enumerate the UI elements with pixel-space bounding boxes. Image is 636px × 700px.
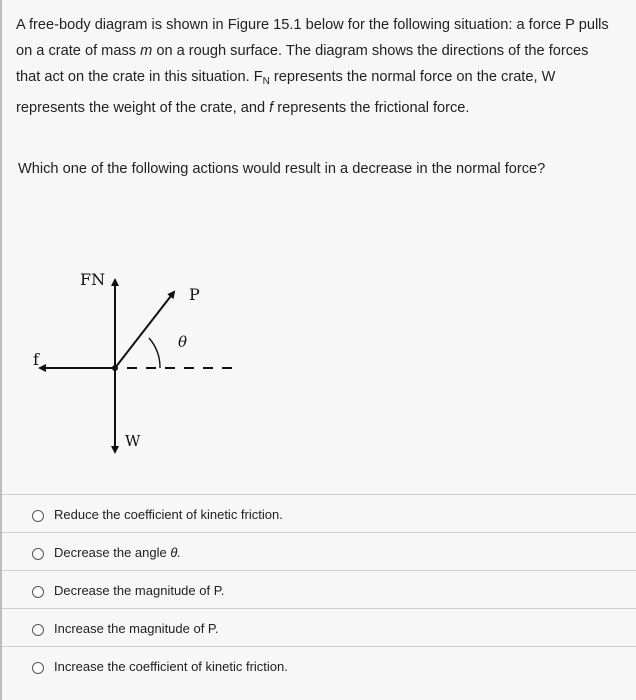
radio-button[interactable] <box>32 548 44 560</box>
radio-button[interactable] <box>32 662 44 674</box>
applied-force-arrow <box>115 292 174 368</box>
answer-option-text: Decrease the angle <box>54 545 171 560</box>
radio-button[interactable] <box>32 510 44 522</box>
answer-option-label[interactable] <box>54 659 288 674</box>
angle-label: θ <box>178 333 188 351</box>
radio-button[interactable] <box>32 624 44 636</box>
question-text <box>16 12 616 121</box>
angle-arc <box>149 338 160 368</box>
applied-force-label: P <box>189 285 200 304</box>
answer-option-text: Decrease the magnitude of P. <box>54 583 225 598</box>
answer-option-label[interactable] <box>54 583 224 598</box>
answer-option-label[interactable] <box>54 545 181 560</box>
question-part-c: represents the normal force on the crate, W represents the weight of the crate, and <box>16 69 556 116</box>
answer-option-text: Increase the magnitude of P. <box>54 621 219 636</box>
answer-option-text: Reduce the coefficient of kinetic friction. <box>54 507 283 522</box>
radio-button[interactable] <box>32 586 44 598</box>
answer-option-text: Increase the coefficient of kinetic friction. <box>54 659 288 674</box>
crate-point <box>112 365 118 371</box>
friction-label: f <box>33 350 39 369</box>
question-normal-subscript: N <box>262 76 270 87</box>
answer-option-label[interactable] <box>54 507 283 522</box>
answer-option-text-italic: θ. <box>170 545 182 560</box>
answer-option[interactable] <box>2 608 636 646</box>
answer-option[interactable] <box>2 532 636 570</box>
answer-option-label[interactable] <box>54 621 219 636</box>
answer-option[interactable] <box>2 570 636 608</box>
question-part-b: on a rough surface. The diagram shows the directions of the forces that act on the crate in this situation. F <box>16 43 589 85</box>
question-mass-symbol: m <box>140 43 153 59</box>
question-part-a: A free-body diagram is shown in Figure 15.1 below for the following situation: a force P pulls on a crate of mass <box>16 17 609 59</box>
normal-force-label: FN <box>80 270 106 289</box>
weight-label: W <box>125 432 141 450</box>
answer-option[interactable] <box>2 494 636 532</box>
question-part-d: represents the frictional force. <box>273 100 470 116</box>
answer-options <box>2 494 636 684</box>
answer-option[interactable] <box>2 646 636 684</box>
free-body-diagram <box>2 230 302 475</box>
question-prompt: Which one of the following actions would result in a decrease in the normal force? <box>18 161 546 177</box>
free-body-diagram-svg <box>2 230 302 470</box>
question-friction-symbol: f <box>269 100 274 116</box>
